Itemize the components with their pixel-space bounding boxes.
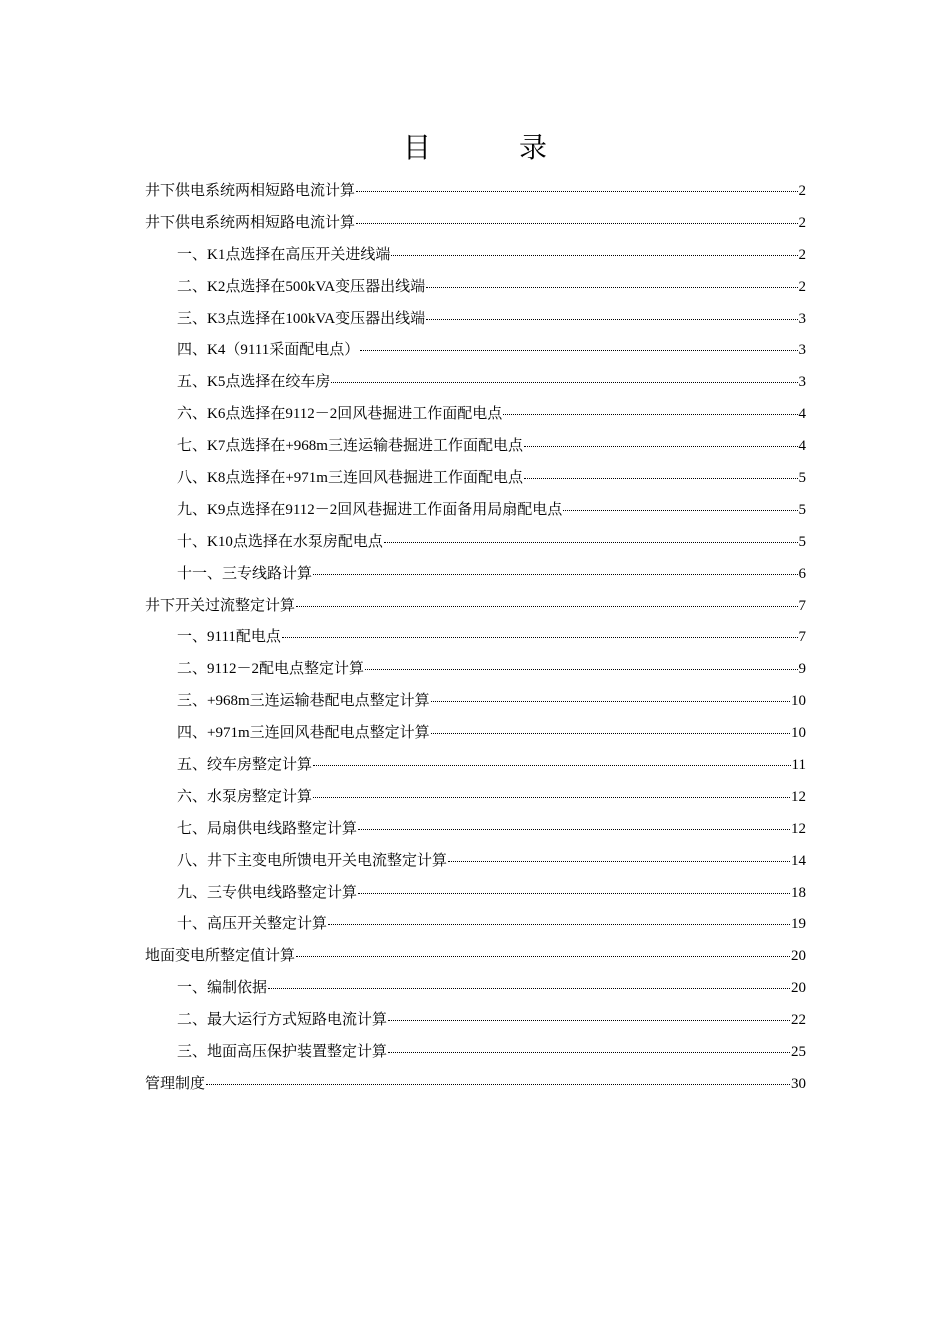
toc-page-number: 5 (798, 533, 806, 550)
toc-dot-leader (360, 335, 797, 351)
toc-page-number: 3 (798, 342, 806, 359)
toc-dot-leader (206, 1069, 790, 1085)
toc-page-number: 6 (798, 565, 806, 582)
toc-dot-leader (426, 272, 797, 288)
toc-dot-leader (431, 718, 790, 734)
toc-subentry[interactable] (145, 814, 806, 846)
toc-dot-leader (356, 208, 797, 224)
toc-entry-text: 九、三专供电线路整定计算 (177, 884, 358, 901)
toc-dot-leader (426, 304, 797, 320)
toc-subentry[interactable] (145, 718, 806, 750)
toc-dot-leader (524, 431, 798, 447)
toc-page-number: 20 (791, 948, 806, 965)
toc-page-number: 19 (791, 916, 806, 933)
toc-entry-text: 井下供电系统两相短路电流计算 (145, 214, 356, 231)
toc-entry-text: 二、9112－2配电点整定计算 (177, 661, 364, 678)
toc-dot-leader (563, 495, 797, 511)
toc-subentry[interactable] (145, 973, 806, 1005)
toc-page-number: 7 (798, 597, 806, 614)
toc-entry-text: 七、局扇供电线路整定计算 (177, 820, 358, 837)
toc-entry-text: 管理制度 (145, 1075, 206, 1092)
toc-entry-text: 八、井下主变电所馈电开关电流整定计算 (177, 852, 448, 869)
toc-page-number: 10 (791, 693, 806, 710)
toc-entry-text: 九、K9点选择在9112－2回风巷掘进工作面备用局扇配电点 (177, 501, 563, 518)
toc-dot-leader (356, 176, 797, 192)
toc-page-number: 30 (791, 1075, 806, 1092)
toc-dot-leader (282, 622, 798, 638)
toc-entry-text: 一、K1点选择在高压开关进线端 (177, 246, 391, 263)
toc-page-number: 3 (798, 310, 806, 327)
toc-subentry[interactable] (145, 399, 806, 431)
toc-entry-text: 三、K3点选择在100kVA变压器出线端 (177, 310, 426, 327)
toc-dot-leader (268, 973, 790, 989)
table-of-contents (145, 176, 806, 1101)
toc-entry-text: 八、K8点选择在+971m三连回风巷掘进工作面配电点 (177, 470, 523, 487)
toc-entry-text: 一、9111配电点 (177, 629, 281, 646)
toc-entry-text: 十、高压开关整定计算 (177, 916, 328, 933)
toc-dot-leader (448, 846, 790, 862)
toc-dot-leader (358, 878, 790, 894)
toc-page-number: 5 (798, 501, 806, 518)
toc-page-number: 10 (791, 725, 806, 742)
toc-page-number: 4 (798, 406, 806, 423)
toc-entry-text: 七、K7点选择在+968m三连运输巷掘进工作面配电点 (177, 438, 523, 455)
toc-entry-text: 一、编制依据 (177, 980, 268, 997)
toc-entry-text: 五、K5点选择在绞车房 (177, 374, 331, 391)
toc-subentry[interactable] (145, 909, 806, 941)
toc-dot-leader (313, 559, 797, 575)
toc-dot-leader (331, 367, 797, 383)
toc-subentry[interactable] (145, 431, 806, 463)
toc-dot-leader (384, 527, 798, 543)
toc-page-number: 12 (791, 788, 806, 805)
toc-subentry[interactable] (145, 367, 806, 399)
toc-dot-leader (503, 399, 797, 415)
toc-subentry[interactable] (145, 622, 806, 654)
toc-page-number: 14 (791, 852, 806, 869)
toc-entry[interactable] (145, 176, 806, 208)
toc-entry-text: 六、水泵房整定计算 (177, 788, 313, 805)
toc-page-number: 2 (798, 246, 806, 263)
toc-dot-leader (365, 654, 798, 670)
toc-subentry[interactable] (145, 240, 806, 272)
toc-page-number: 22 (791, 1012, 806, 1029)
toc-page-number: 5 (798, 470, 806, 487)
toc-entry[interactable] (145, 208, 806, 240)
toc-page-number: 12 (791, 820, 806, 837)
toc-dot-leader (313, 782, 790, 798)
toc-subentry[interactable] (145, 559, 806, 591)
toc-subentry[interactable] (145, 495, 806, 527)
toc-subentry[interactable] (145, 750, 806, 782)
toc-subentry[interactable] (145, 1037, 806, 1069)
toc-entry-text: 五、绞车房整定计算 (177, 757, 313, 774)
toc-page-number: 2 (798, 183, 806, 199)
toc-subentry[interactable] (145, 304, 806, 336)
toc-entry[interactable] (145, 591, 806, 623)
toc-entry[interactable] (145, 1069, 806, 1101)
toc-page-number: 4 (798, 438, 806, 455)
toc-subentry[interactable] (145, 527, 806, 559)
toc-subentry[interactable] (145, 878, 806, 910)
toc-dot-leader (328, 909, 790, 925)
toc-entry-text: 十一、三专线路计算 (177, 565, 313, 582)
toc-entry-text: 六、K6点选择在9112－2回风巷掘进工作面配电点 (177, 406, 503, 423)
toc-page-number: 20 (791, 980, 806, 997)
toc-dot-leader (388, 1005, 790, 1021)
toc-subentry[interactable] (145, 272, 806, 304)
toc-dot-leader (391, 240, 797, 256)
toc-entry-text: 井下开关过流整定计算 (145, 597, 296, 614)
toc-entry-text: 三、+968m三连运输巷配电点整定计算 (177, 693, 430, 710)
toc-subentry[interactable] (145, 463, 806, 495)
toc-page-number: 2 (798, 214, 806, 231)
toc-dot-leader (296, 941, 790, 957)
toc-entry-text: 二、最大运行方式短路电流计算 (177, 1012, 388, 1029)
toc-entry-text: 三、地面高压保护装置整定计算 (177, 1044, 388, 1061)
toc-dot-leader (358, 814, 790, 830)
toc-page-number: 9 (798, 661, 806, 678)
toc-dot-leader (388, 1037, 790, 1053)
toc-page-number: 25 (791, 1044, 806, 1061)
toc-dot-leader (524, 463, 798, 479)
toc-entry-text: 四、+971m三连回风巷配电点整定计算 (177, 725, 430, 742)
toc-dot-leader (431, 686, 790, 702)
toc-entry-text: 四、K4（9111采面配电点） (177, 342, 360, 359)
toc-page-number: 11 (791, 757, 806, 774)
toc-entry-text: 地面变电所整定值计算 (145, 948, 296, 965)
toc-entry-text: 十、K10点选择在水泵房配电点 (177, 533, 383, 550)
toc-entry[interactable] (145, 941, 806, 973)
toc-page-number: 7 (798, 629, 806, 646)
toc-subentry[interactable] (145, 654, 806, 686)
toc-entry-text: 井下供电系统两相短路电流计算 (145, 183, 356, 199)
toc-subentry[interactable] (145, 686, 806, 718)
toc-subentry[interactable] (145, 335, 806, 367)
toc-page-number: 18 (791, 884, 806, 901)
toc-subentry[interactable] (145, 782, 806, 814)
toc-page-number: 2 (798, 278, 806, 295)
toc-title: 目 录 (402, 131, 577, 164)
toc-dot-leader (313, 750, 791, 766)
toc-entry-text: 二、K2点选择在500kVA变压器出线端 (177, 278, 426, 295)
toc-subentry[interactable] (145, 1005, 806, 1037)
toc-page-number: 3 (798, 374, 806, 391)
toc-dot-leader (296, 591, 797, 607)
toc-subentry[interactable] (145, 846, 806, 878)
